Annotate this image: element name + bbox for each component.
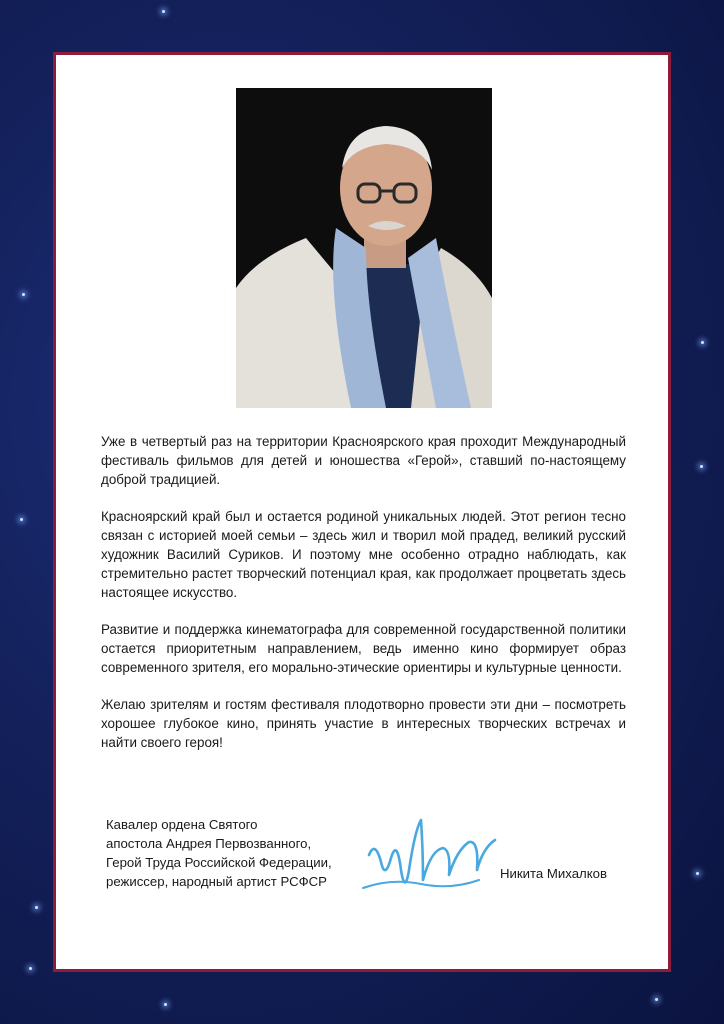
signatory-titles — [106, 815, 332, 891]
background-star — [20, 518, 23, 521]
signatory-title-line: режиссер, народный артист РСФСР — [106, 874, 327, 889]
letter-body — [101, 432, 626, 770]
letter-paragraph: Развитие и поддержка кинематографа для современной государственной политики остается приоритетным направлением, ведь именно кино формирует образ современного зрителя, его морально-этические ориентиры и культурные ценности. — [101, 622, 626, 675]
background-star — [35, 906, 38, 909]
letter-paragraph: Желаю зрителям и гостям фестиваля плодотворно провести эти дни – посмотреть хорошее глубокое кино, принять участие в интересных творческих встречах и найти своего героя! — [101, 697, 626, 750]
background-star — [22, 293, 25, 296]
portrait-illustration — [236, 88, 492, 408]
background-star — [162, 10, 165, 13]
letter-paragraph: Уже в четвертый раз на территории Красноярского края проходит Международный фестиваль фильмов для детей и юношества «Герой», ставший по-настоящему доброй традицией. — [101, 434, 626, 487]
background-star — [29, 967, 32, 970]
background-star — [696, 872, 699, 875]
background-star — [701, 341, 704, 344]
handwritten-signature — [361, 800, 501, 910]
signatory-title-line: Герой Труда Российской Федерации, — [106, 855, 332, 870]
signatory-title-line: апостола Андрея Первозванного, — [106, 836, 312, 851]
portrait-photo — [236, 88, 492, 408]
letter-paragraph: Красноярский край был и остается родиной уникальных людей. Этот регион тесно связан с историей моей семьи – здесь жил и творил мой прадед, великий русский художник Василий Суриков. И поэтому мне особенно отрадно наблюдать, как стремительно растет творческий потенциал края, как продолжает процветать здесь настоящее искусство. — [101, 509, 626, 600]
background-star — [700, 465, 703, 468]
signatory-name: Никита Михалков — [500, 866, 608, 881]
letter-card — [53, 52, 671, 972]
signatory-title-line: Кавалер ордена Святого — [106, 817, 258, 832]
background-star — [655, 998, 658, 1001]
background-star — [164, 1003, 167, 1006]
